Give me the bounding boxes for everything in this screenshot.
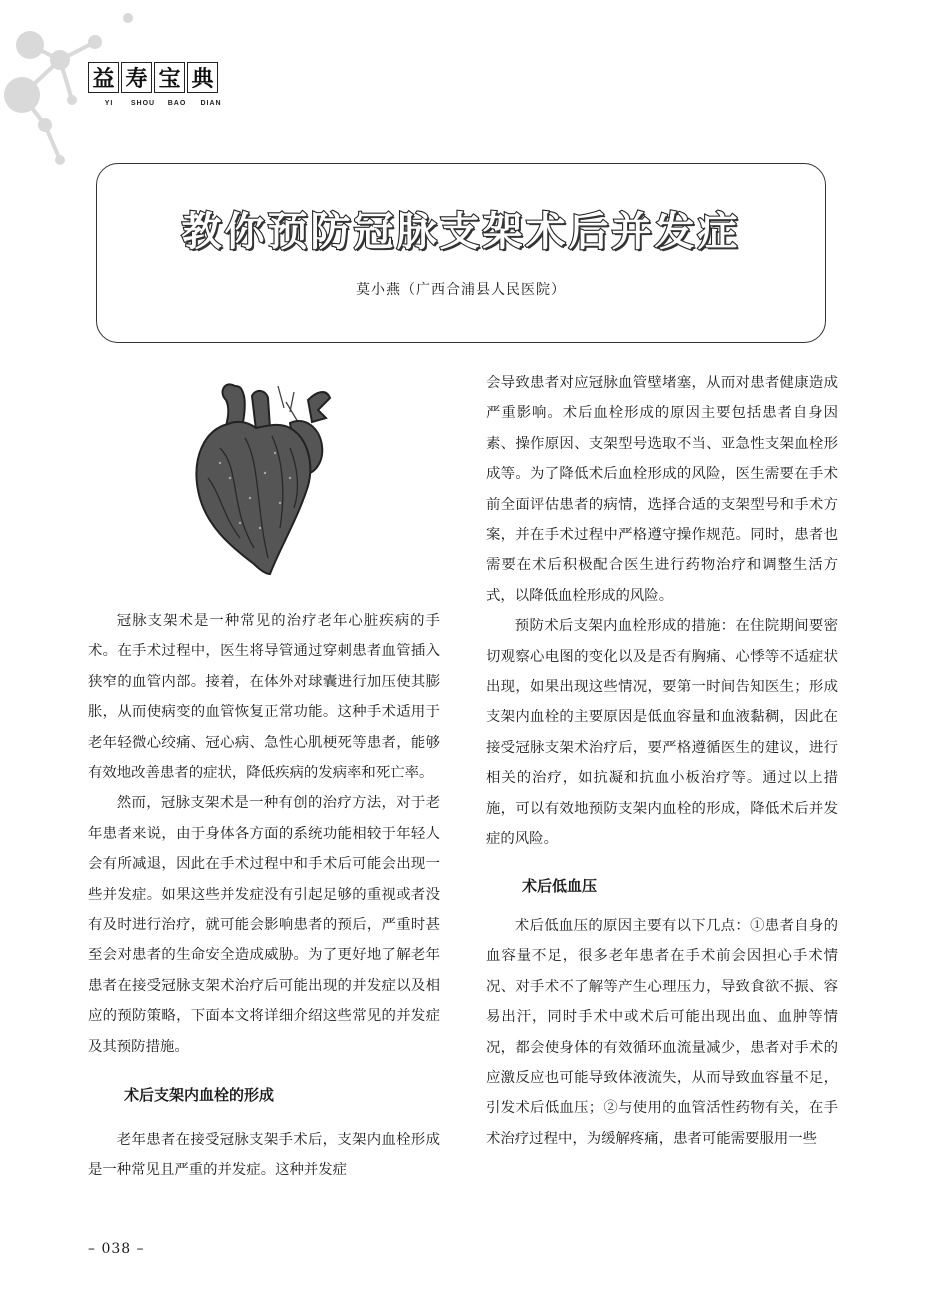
section-heading: 术后低血压 xyxy=(522,876,598,895)
brand-pinyin xyxy=(92,100,228,107)
left-column xyxy=(88,606,440,1185)
brand-pinyin-item: SHOU xyxy=(130,100,156,107)
brand-pinyin-item: YI xyxy=(104,100,114,107)
section-heading: 术后支架内血栓的形成 xyxy=(124,1086,275,1105)
brand-pinyin-item: DIAN xyxy=(200,100,222,107)
brand-char: 典 xyxy=(187,62,218,93)
title-box xyxy=(96,163,826,343)
paragraph: 会导致患者对应冠脉血管壁堵塞，从而对患者健康造成严重影响。术后血栓形成的原因主要包括患者自身因素、操作原因、支架型号选取不当、亚急性支架血栓形成等。为了降低术后血栓形成的风险，医生需要在手术前全面评估患者的病情，选择合适的支架型号和手术方案，并在手术过程中严格遵守操作规范。同时，患者也需要在术后积极配合医生进行药物治疗和调整生活方式，以降低血栓形成的风险。 xyxy=(486,375,838,604)
author-line: 莫小燕（广西合浦县人民医院） xyxy=(356,282,566,298)
paragraph: 老年患者在接受冠脉支架手术后，支架内血栓形成是一种常见且严重的并发症。这种并发症 xyxy=(88,1131,440,1178)
paragraph: 然而，冠脉支架术是一种有创的治疗方法，对于老年患者来说，由于身体各方面的系统功能相较于年轻人会有所减退，因此在手术过程中和手术后可能会出现一些并发症。如果这些并发症没有引起足够的重视或者没有及时进行治疗，就可能会影响患者的预后，严重时甚至会对患者的生命安全造成威胁。为了更好地了解老年患者在接受冠脉支架术治疗后可能出现的并发症以及相应的预防策略，下面本文将详细介绍这些常见的并发症及其预防措施。 xyxy=(88,795,440,1055)
page-number: – 038 – xyxy=(88,1241,145,1257)
brand-char: 寿 xyxy=(121,62,152,93)
paragraph: 冠脉支架术是一种常见的治疗老年心脏疾病的手术。在手术过程中，医生将导管通过穿刺患者血管插入狭窄的血管内部。接着，在体外对球囊进行加压使其膨胀，从而使病变的血管恢复正常功能。这种手术适用于老年轻微心绞痛、冠心病、急性心肌梗死等患者，能够有效地改善患者的症状，降低疾病的发病率和死亡率。 xyxy=(88,613,440,782)
article-title: 教你预防冠脉支架术后并发症 xyxy=(181,209,741,255)
brand-char: 益 xyxy=(88,62,119,93)
heart-illustration xyxy=(190,378,345,578)
paragraph: 术后低血压的原因主要有以下几点：①患者自身的血容量不足，很多老年患者在手术前会因担心手术情况、对手术不了解等产生心理压力，导致食欲不振、容易出汗，同时手术中或术后可能出现出血、血肿等情况，都会使身体的有效循环血流量减少，患者对手术的应激反应也可能导致体液流失，从而导致血容量不足，引发术后低血压；②与使用的血管活性药物有关，在手术治疗过程中，为缓解疼痛，患者可能需要服用一些 xyxy=(486,917,838,1147)
brand-pinyin-item: BAO xyxy=(167,100,187,107)
brand-logo xyxy=(88,62,218,93)
right-column xyxy=(486,368,838,1154)
brand-char: 宝 xyxy=(154,62,185,93)
paragraph: 预防术后支架内血栓形成的措施：在住院期间要密切观察心电图的变化以及是否有胸痛、心悸等不适症状出现，如果出现这些情况，要第一时间告知医生；形成支架内血栓的主要原因是低血容量和血液黏稠，因此在接受冠脉支架术治疗后，要严格遵循医生的建议，进行相关的治疗，如抗凝和抗血小板治疗等。通过以上措施，可以有效地预防支架内血栓的形成，降低术后并发症的风险。 xyxy=(486,618,838,848)
